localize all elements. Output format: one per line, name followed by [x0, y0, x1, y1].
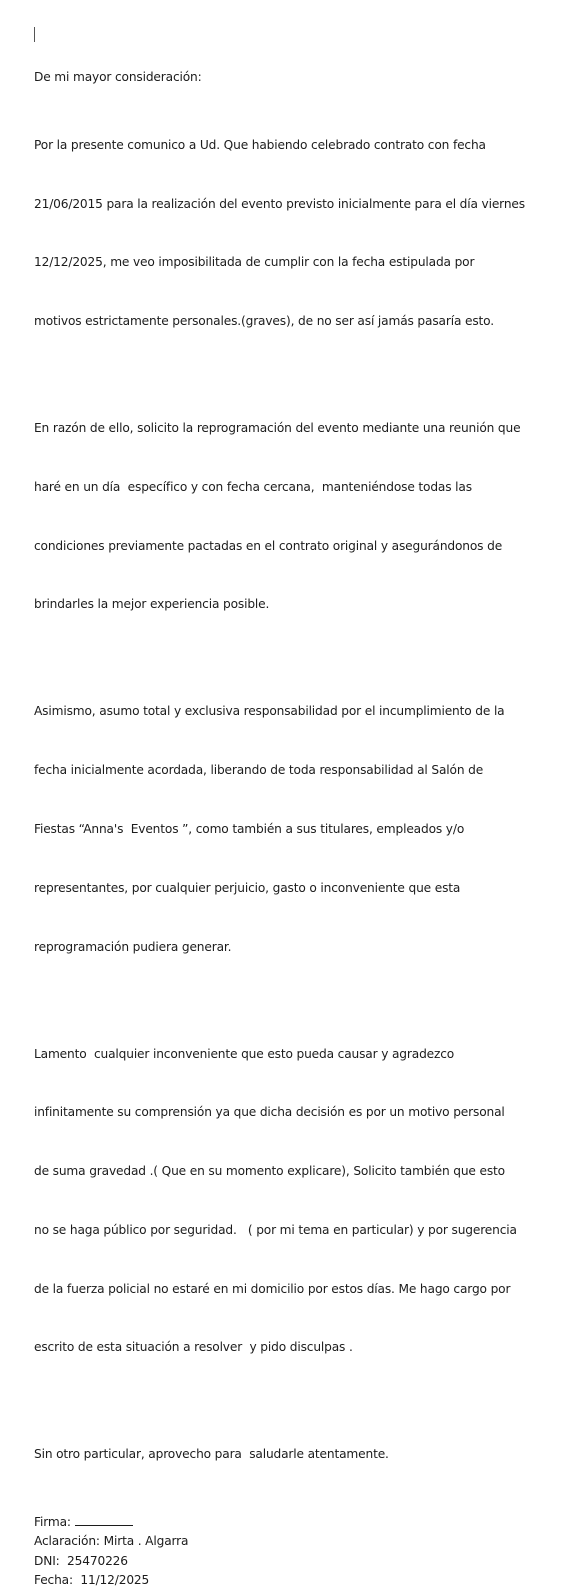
paragraph-line: de la fuerza policial no estaré en mi domicilio por estos días. Me hago cargo por	[34, 1281, 511, 1296]
dni-line: DNI: 25470226	[34, 1553, 128, 1568]
paragraph-line: Sin otro particular, aprovecho para saludarle atentamente.	[34, 1447, 389, 1462]
paragraph-line: escrito de esta situación a resolver y pido disculpas .	[34, 1340, 353, 1355]
paragraph-line: no se haga público por seguridad. ( por mi tema en particular) y por sugerencia	[34, 1222, 517, 1237]
fecha-line: Fecha: 11/12/2025	[34, 1573, 150, 1588]
paragraph-line: En razón de ello, solicito la reprogramación del evento mediante una reunión que	[34, 421, 521, 436]
paragraph-line: Por la presente comunico a Ud. Que habiendo celebrado contrato con fecha	[34, 137, 486, 152]
paragraph-line: condiciones previamente pactadas en el contrato original y asegurándonos de	[34, 538, 503, 553]
paragraph-4	[34, 1005, 556, 1397]
paragraph-2	[34, 380, 556, 654]
paragraph-line: 12/12/2025, me veo imposibilitada de cumplir con la fecha estipulada por	[34, 255, 475, 270]
paragraph-line: fecha inicialmente acordada, liberando de toda responsabilidad al Salón de	[34, 763, 484, 778]
paragraph-line: Asimismo, asumo total y exclusiva responsabilidad por el incumplimiento de la	[34, 704, 505, 719]
letter-body	[34, 68, 556, 1590]
text-cursor	[34, 27, 35, 42]
aclaracion-line: Aclaración: Mirta . Algarra	[34, 1534, 189, 1549]
paragraph-line: Fiestas “Anna's Eventos ”, como también a sus titulares, empleados y/o	[34, 821, 465, 836]
paragraph-line: representantes, por cualquier perjuicio, gasto o inconveniente que esta	[34, 880, 461, 895]
signature-block	[34, 1513, 556, 1590]
paragraph-line: motivos estrictamente personales.(graves), de no ser así jamás pasaría esto.	[34, 314, 494, 329]
paragraph-3	[34, 663, 556, 996]
letter-greeting: De mi mayor consideración:	[34, 70, 202, 84]
paragraph-line: infinitamente su comprensión ya que dicha decisión es por un motivo personal	[34, 1105, 505, 1120]
paragraph-line: Lamento cualquier inconveniente que esto pueda causar y agradezco	[34, 1046, 455, 1061]
paragraph-line: 21/06/2015 para la realización del evento previsto inicialmente para el día viernes	[34, 196, 525, 211]
firma-line	[34, 1513, 556, 1532]
paragraph-line: haré en un día específico y con fecha cercana, manteniéndose todas las	[34, 479, 472, 494]
firma-label: Firma:	[34, 1515, 71, 1530]
paragraph-line: reprogramación pudiera generar.	[34, 939, 232, 954]
paragraph-line: brindarles la mejor experiencia posible.	[34, 597, 270, 612]
signature-blank-line	[75, 1515, 133, 1526]
paragraph-1	[34, 97, 556, 371]
closing-paragraph	[34, 1406, 556, 1504]
paragraph-line: de suma gravedad .( Que en su momento explicare), Solicito también que esto	[34, 1164, 505, 1179]
